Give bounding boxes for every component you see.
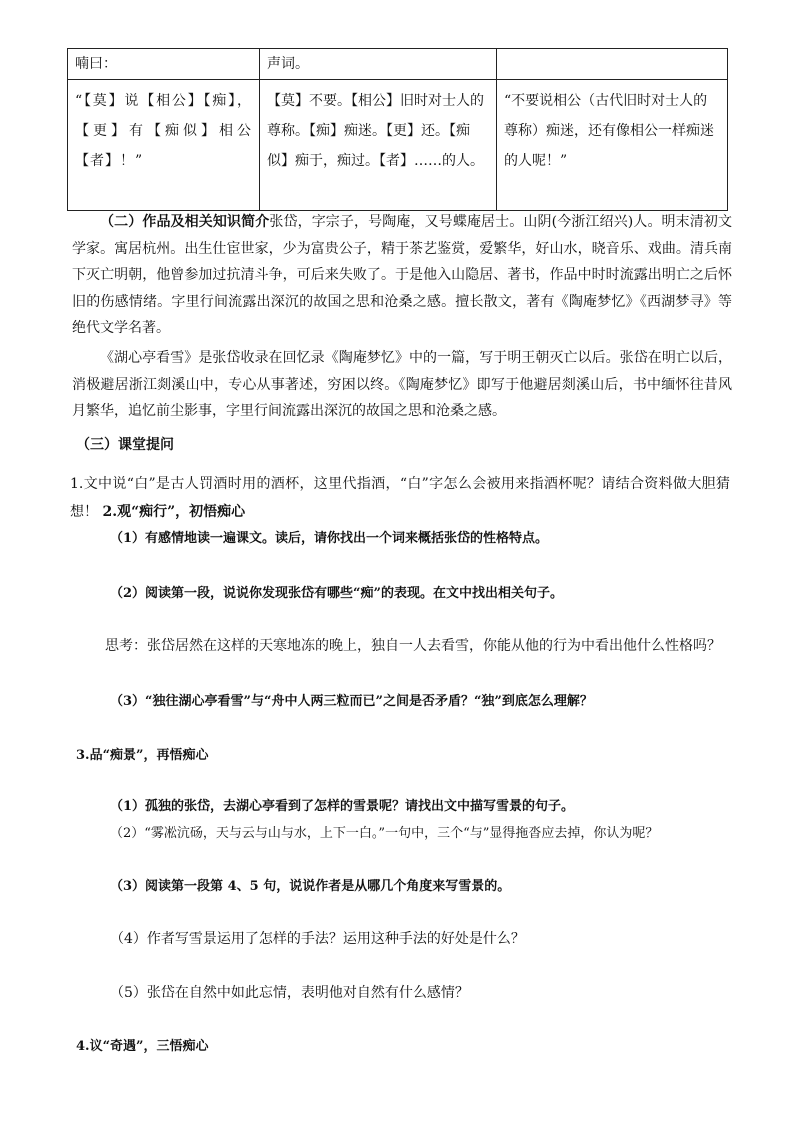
original-text-cell: “【莫】说【相公】【痴】，【更】有【痴似】相公【者】！” <box>68 80 260 211</box>
author-intro-paragraph <box>72 209 732 342</box>
question-2-title: 2.观“痴行”，初悟痴心 <box>102 504 246 520</box>
question-3-1: （1）孤独的张岱，去湖心亭看到了怎样的雪景呢？请找出文中描写雪景的句子。 <box>110 799 575 814</box>
author-intro-text: 张岱，字宗子，号陶庵，又号蝶庵居士。山阴(今浙江绍兴)人。明末清初文学家。寓居杭州。出生仕宦世家，少为富贵公子，精于茶艺鉴赏，爱繁华，好山水，晓音乐、戏曲。清兵南下灭亡明朝，他曾参加过抗清斗争，可后来失败了。于是他入山隐居、著书，作品中时时流露出明亡之后怀旧的伤感情绪。字里行间流露出深沉的故国之思和沧桑之感。擅长散文，著有《陶庵梦忆》《西湖梦寻》等绝代文学名著。 <box>72 214 733 336</box>
question-3-4: （4）作者写雪景运用了怎样的手法？运用这种手法的好处是什么？ <box>110 931 525 947</box>
table-cell <box>497 49 728 80</box>
table-cell: 声词。 <box>260 49 497 80</box>
question-2-think: 思考：张岱居然在这样的天寒地冻的晚上，独自一人去看雪，你能从他的行为中看出他什么性格吗？ <box>105 638 721 654</box>
notes-cell: 【莫】不要。【相公】旧时对士人的尊称。【痴】痴迷。【更】还。【痴似】痴于，痴过。【者】……的人。 <box>260 80 497 211</box>
question-3-3: （3）阅读第一段第 4、5 句，说说作者是从哪几个角度来写雪景的。 <box>110 879 511 894</box>
work-intro-paragraph <box>72 345 732 425</box>
section-heading <box>76 432 736 459</box>
section-heading: （二）作品及相关知识简介 <box>100 214 270 230</box>
question-2-3: （3）“独往湖心亭看雪”与“舟中人两三粒而已”之间是否矛盾？“独”到底怎么理解？ <box>110 694 593 709</box>
table-cell: 喃曰： <box>68 49 260 80</box>
question-3-title: 3.品“痴景”，再悟痴心 <box>76 748 209 763</box>
translation-cell: “不要说相公（古代旧时对士人的尊称）痴迷，还有像相公一样痴迷的人呢！” <box>497 80 728 211</box>
question-1 <box>70 470 730 526</box>
vocabulary-table <box>67 48 728 211</box>
question-2-1: （1）有感情地读一遍课文。读后，请你找出一个词来概括张岱的性格特点。 <box>110 531 549 546</box>
question-3-2: （2）“雾凇沆砀，天与云与山与水，上下一白。”一句中，三个“与”显得拖沓应去掉，你认为呢？ <box>110 826 659 841</box>
table-row <box>68 80 728 211</box>
table-row <box>68 49 728 80</box>
work-intro-text: 《湖心亭看雪》是张岱收录在回忆录《陶庵梦忆》中的一篇，写于明王朝灭亡以后。张岱在明亡以后，消极避居浙江剡溪山中，专心从事著述，穷困以终。《陶庵梦忆》即写于他避居剡溪山后，书中缅怀往昔风月繁华，追忆前尘影事，字里行间流露出深沉的故国之思和沧桑之感。 <box>72 350 732 419</box>
question-4-title: 4.议“奇遇”，三悟痴心 <box>76 1039 209 1054</box>
section3-title: （三）课堂提问 <box>76 437 174 453</box>
question-1-text: 1.文中说“白”是古人罚酒时用的酒杯，这里代指酒，“白”字怎么会被用来指酒杯呢？请结合资料做大胆猜想！ <box>70 476 730 520</box>
question-2-2: （2）阅读第一段，说说你发现张岱有哪些“痴”的表现。在文中找出相关句子。 <box>110 586 564 601</box>
question-3-5: （5）张岱在自然中如此忘情，表明他对自然有什么感情？ <box>110 985 469 1001</box>
